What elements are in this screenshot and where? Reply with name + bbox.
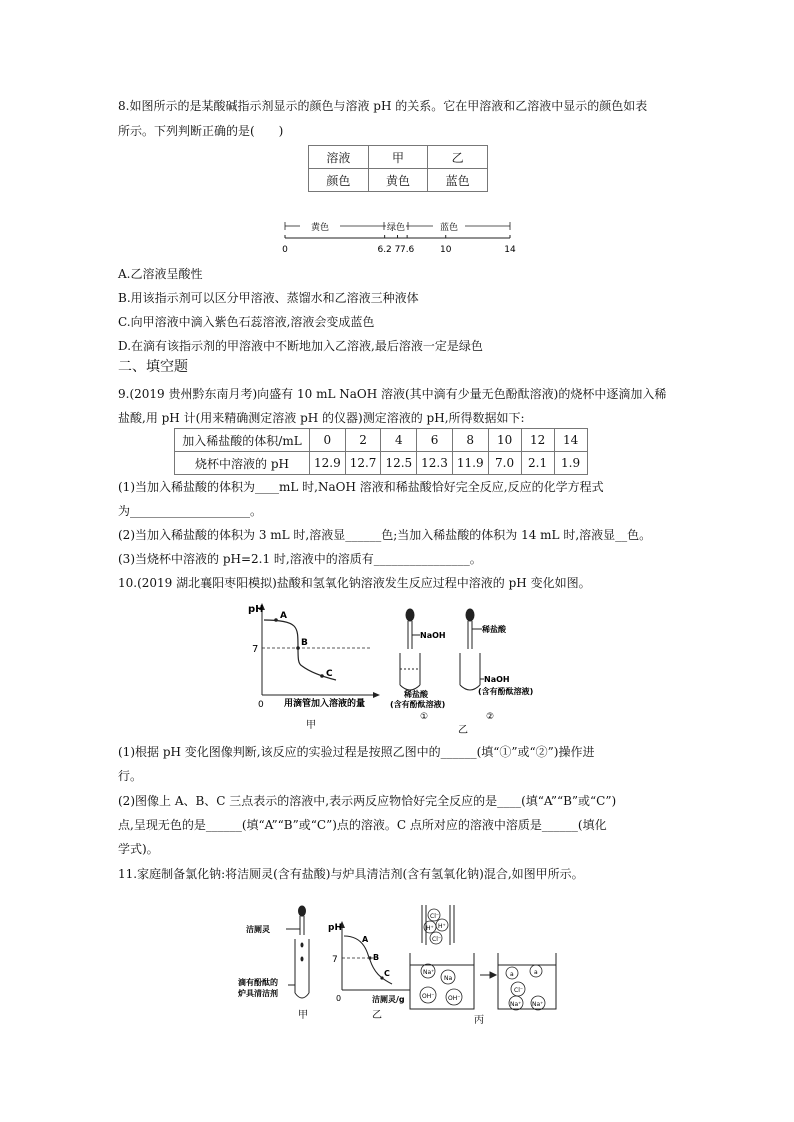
- q10-t1-dropper-label: NaOH: [420, 631, 446, 640]
- q11-bing-ion: Na: [444, 975, 453, 982]
- q11-yi-seven: 7: [332, 955, 338, 965]
- q8-option-a: A.乙溶液呈酸性: [118, 267, 203, 281]
- q9-sub2: (2)当加入稀盐酸的体积为 3 mL 时,溶液显______色;当加入稀盐酸的体积为 14 mL 时,溶液显__色。: [118, 528, 652, 542]
- q11-fig-yi: [326, 918, 412, 1028]
- q8-table-header-yi: 乙: [428, 146, 488, 169]
- q9-volume-cell: 8: [452, 429, 488, 452]
- q9-ph-cell: 12.7: [345, 452, 381, 475]
- q11-yi-point-c: C: [384, 969, 390, 978]
- q11-yi-point-b: B: [373, 953, 380, 962]
- q8-ph-color-scale: [270, 210, 530, 260]
- q10-graph-x-label: 用滴管加入溶液的量: [284, 699, 366, 709]
- q9-ph-cell: 12.9: [310, 452, 346, 475]
- q10-sub1-line1: (1)根据 pH 变化图像判断,该反应的实验过程是按照乙图中的______(填“①”或“②”)操作进: [118, 745, 595, 759]
- q11-bing-ion: H⁺: [426, 925, 434, 932]
- q8-stem-line1: 8.如图所示的是某酸碱指示剂显示的颜色与溶液 pH 的关系。它在甲溶液和乙溶液中显示的颜色如表: [118, 99, 648, 113]
- q10-t1-note: (含有酚酞溶液): [390, 700, 446, 709]
- q9-stem-line2: 盐酸,用 pH 计(用来精确测定溶液 pH 的仪器)测定溶液的 pH,所得数据如下:: [118, 411, 525, 425]
- q9-volume-cell: 10: [488, 429, 521, 452]
- q8-table-header-jia: 甲: [368, 146, 428, 169]
- q10-graph-y-label: pH: [248, 604, 264, 615]
- q10-sub2-line1: (2)图像上 A、B、C 三点表示的溶液中,表示两反应物恰好完全反应的是____(填“A”“B”或“C”): [118, 794, 617, 808]
- q9-sub3: (3)当烧杯中溶液的 pH=2.1 时,溶液中的溶质有________________。: [118, 552, 482, 566]
- q10-graph-seven: 7: [252, 644, 259, 655]
- q11-yi-x-label: 洁厕灵/g: [372, 995, 405, 1004]
- q11-bing-ion: a: [510, 971, 514, 978]
- q9-volume-cell: 4: [381, 429, 417, 452]
- q10-t2-number: ②: [486, 712, 495, 722]
- q11-bing-ion: Cl⁻: [514, 987, 524, 994]
- q9-ph-cell: 2.1: [521, 452, 554, 475]
- q10-point-a: A: [280, 611, 287, 621]
- q10-t2-dropper-label: 稀盐酸: [482, 625, 506, 634]
- q9-table-ph-label: 烧杯中溶液的 pH: [175, 452, 310, 475]
- q11-fig-bing: [408, 905, 568, 1027]
- q11-stem: 11.家庭制备氯化钠:将洁厕灵(含有盐酸)与炉具清洁剂(含有氢氧化钠)混合,如图甲所示。: [118, 867, 584, 881]
- q11-bing-caption: 丙: [474, 1015, 484, 1026]
- q11-jia-dropper-label: 洁厕灵: [246, 925, 270, 934]
- q9-ph-cell: 1.9: [554, 452, 587, 475]
- q9-stem-line1: 9.(2019 贵州黔东南月考)向盛有 10 mL NaOH 溶液(其中滴有少量无色酚酞溶液)的烧杯中逐滴加入稀: [118, 387, 667, 401]
- scale-segment-yellow: 黄色: [310, 223, 330, 233]
- q8-table-jia-color: 黄色: [368, 169, 428, 192]
- scale-tick-label: 6.2: [377, 245, 392, 255]
- q9-volume-cell: 12: [521, 429, 554, 452]
- q10-sub1-line2: 行。: [118, 769, 143, 783]
- q10-apparatus-caption: 乙: [458, 725, 468, 736]
- q10-sub2-line3: 学式)。: [118, 842, 159, 856]
- q11-bing-ion: Cl⁻: [430, 913, 440, 920]
- q11-jia-tube-label2: 炉具清洁剂: [238, 989, 278, 998]
- scale-segment-blue: 蓝色: [439, 223, 459, 233]
- q10-point-b: B: [301, 638, 308, 648]
- q11-jia-caption: 甲: [298, 1010, 308, 1021]
- q10-graph-caption: 甲: [306, 720, 316, 731]
- q9-ph-data-table: [174, 428, 588, 475]
- q9-sub1-line1: (1)当加入稀盐酸的体积为____mL 时,NaOH 溶液和稀盐酸恰好完全反应,反应的化学方程式: [118, 480, 604, 494]
- q9-volume-cell: 2: [345, 429, 381, 452]
- q8-color-table: [308, 145, 488, 192]
- q9-volume-cell: 0: [310, 429, 346, 452]
- q8-table-yi-color: 蓝色: [428, 169, 488, 192]
- q9-table-volume-label: 加入稀盐酸的体积/mL: [175, 429, 310, 452]
- q10-t1-number: ①: [420, 712, 429, 722]
- q10-sub2-line2: 点,呈现无色的是______(填“A”“B”或“C”)点的溶液。C 点所对应的溶液中溶质是______(填化: [118, 818, 607, 832]
- q11-fig-jia: [238, 905, 318, 1025]
- q10-t2-note: (含有酚酞溶液): [478, 687, 534, 696]
- scale-tick-label: 10: [439, 245, 452, 255]
- q11-bing-ion: OH⁻: [448, 995, 461, 1002]
- q10-ph-graph: [240, 600, 390, 735]
- q9-volume-cell: 6: [417, 429, 453, 452]
- q8-option-b: B.用该指示剂可以区分甲溶液、蒸馏水和乙溶液三种液体: [118, 291, 419, 305]
- q11-bing-ion: Na⁺: [532, 1001, 544, 1008]
- q11-yi-caption: 乙: [372, 1010, 382, 1021]
- q8-table-header-solution: 溶液: [309, 146, 369, 169]
- q11-yi-y-label: pH: [328, 923, 342, 933]
- q10-apparatus: [390, 605, 570, 735]
- q11-bing-ion: a: [534, 969, 538, 976]
- q9-sub1-line2: 为____________________。: [118, 504, 263, 518]
- q8-option-d: D.在滴有该指示剂的甲溶液中不断地加入乙溶液,最后溶液一定是绿色: [118, 339, 483, 353]
- q10-stem: 10.(2019 湖北襄阳枣阳模拟)盐酸和氢氧化钠溶液发生反应过程中溶液的 pH 变化如图。: [118, 576, 591, 590]
- q8-stem-line2: 所示。下列判断正确的是( ): [118, 124, 284, 138]
- scale-tick-label: 7: [394, 245, 401, 255]
- q11-bing-ion: Cl⁻: [432, 936, 442, 943]
- q8-table-row-label: 颜色: [309, 169, 369, 192]
- scale-tick-label: 0: [282, 245, 288, 255]
- scale-tick-label: 7.6: [399, 245, 415, 255]
- q9-ph-cell: 7.0: [488, 452, 521, 475]
- q11-bing-ion: OH⁻: [422, 993, 435, 1000]
- q11-bing-ion: Na⁺: [423, 969, 435, 976]
- q10-t2-liquid-label: NaOH: [484, 675, 510, 684]
- q10-graph-origin: 0: [258, 700, 264, 710]
- section-title-fill-in: 二、填空题: [118, 359, 188, 375]
- q11-bing-ion: H⁺: [438, 923, 446, 930]
- q11-jia-tube-label1: 滴有酚酞的: [238, 978, 278, 987]
- q11-bing-ion: Na⁺: [510, 1001, 522, 1008]
- scale-segment-green: 绿色: [386, 223, 406, 233]
- scale-tick-label: 14: [504, 245, 516, 255]
- q10-point-c: C: [326, 669, 333, 679]
- q11-yi-point-a: A: [362, 935, 369, 944]
- q9-volume-cell: 14: [554, 429, 587, 452]
- q11-yi-origin: 0: [336, 994, 342, 1003]
- q10-t1-liquid-label: 稀盐酸: [404, 690, 428, 699]
- q9-ph-cell: 11.9: [452, 452, 488, 475]
- q8-option-c: C.向甲溶液中滴入紫色石蕊溶液,溶液会变成蓝色: [118, 315, 375, 329]
- q9-ph-cell: 12.3: [417, 452, 453, 475]
- q9-ph-cell: 12.5: [381, 452, 417, 475]
